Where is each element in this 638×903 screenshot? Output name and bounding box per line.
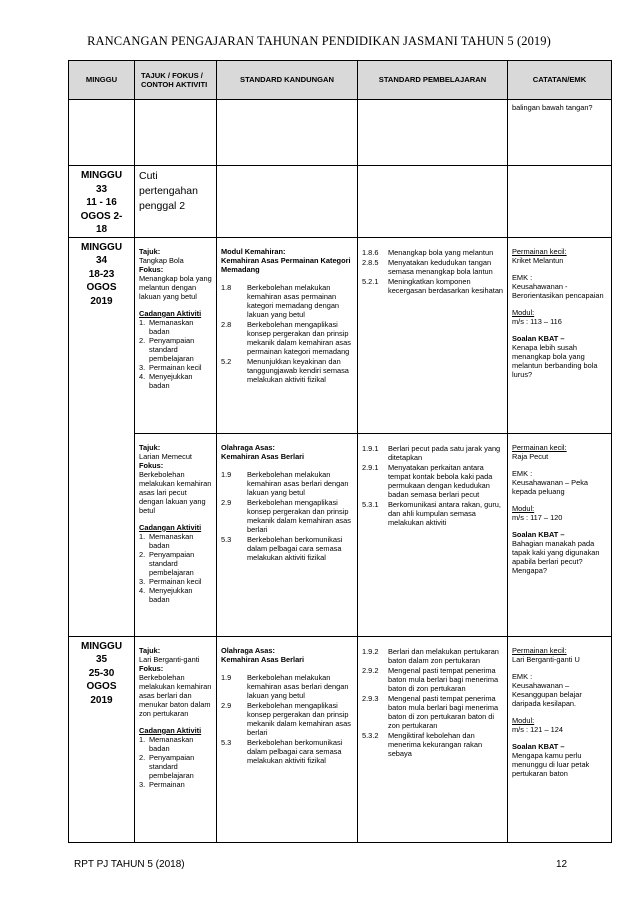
sk-title: Olahraga Asas: <box>221 442 275 452</box>
minggu-dates: 25-30 <box>88 667 115 679</box>
catatan-text: balingan bawah tangan? <box>512 103 593 112</box>
kbat-value: Kenapa lebih susah menangkap bola yang melantun berbanding bola lurus? <box>512 342 598 379</box>
permainan-label: Permainan kecil: <box>512 246 567 256</box>
tajuk-label: Tajuk: <box>139 645 161 655</box>
rpt-table <box>68 60 612 843</box>
cell-sk <box>217 636 358 842</box>
permainan-value: Raja Pecut <box>512 451 549 461</box>
sk-item: 2.9 Berkebolehan mengaplikasi konsep pergerakan dan prinsip mekanik dalam kemahiran asas berlari <box>221 497 351 534</box>
table-header-row <box>69 61 612 100</box>
cuti-line: Cuti <box>139 170 158 182</box>
list-item: 1. Memanaskan badan <box>139 531 194 550</box>
tajuk-value: Lari Berganti-ganti <box>139 654 200 664</box>
sk-item: 1.9 Berkebolehan melakukan kemahiran asas berlari dengan lakuan yang betul <box>221 672 349 700</box>
list-item: 3. Permainan <box>139 779 185 789</box>
cell-sp <box>358 100 508 166</box>
minggu-number: 35 <box>95 654 108 665</box>
minggu-month: OGOS 2- <box>80 210 123 222</box>
sk-subtitle: Kemahiran Asas Berlari <box>221 654 305 664</box>
sp-item: 1.9.1 Berlari pecut pada satu jarak yang ditetapkan <box>362 443 501 462</box>
modul-value: m/s : 113 – 116 <box>512 316 562 326</box>
fokus-value: Berkebolehan melakukan kemahiran asas lari pecut dengan lakuan yang betul <box>139 469 212 515</box>
cell-sp <box>358 433 508 636</box>
emk-label: EMK : <box>512 671 533 681</box>
emk-label: EMK : <box>512 272 533 282</box>
fokus-label: Fokus: <box>139 460 164 470</box>
minggu-year: 18 <box>95 224 108 235</box>
kbat-label: Soalan KBAT – <box>512 333 565 343</box>
tajuk-label: Tajuk: <box>139 442 161 452</box>
list-item: 2. Penyampaian standard pembelajaran <box>139 752 195 780</box>
header-tajuk: TAJUK / FOKUS / CONTOH AKTIVITI <box>135 61 217 100</box>
list-item: 1. Memanaskan badan <box>139 734 194 753</box>
emk-value: Keusahawanan - Berorientasikan pencapaian <box>512 281 604 300</box>
fokus-value: Berkebolehan melakukan kemahiran asas berlari dan menukar baton dalam zon pertukaran <box>139 672 212 718</box>
minggu-number: 34 <box>95 255 108 266</box>
cell-catatan <box>508 166 612 238</box>
cell-catatan <box>508 636 612 842</box>
table-row <box>69 100 612 166</box>
table-row-w34-tangkap-bola <box>69 237 612 433</box>
header-standard-kandungan: STANDARD KANDUNGAN <box>217 61 358 100</box>
modul-label: Modul: <box>512 307 535 317</box>
sk-title: Modul Kemahiran: <box>221 246 286 256</box>
minggu-label: MINGGU <box>80 170 123 181</box>
emk-label: EMK : <box>512 468 533 478</box>
sp-item: 2.8.5 Menyatakan kedudukan tangan semasa menangkap bola lantun <box>362 257 493 276</box>
tajuk-label: Tajuk: <box>139 246 161 256</box>
tajuk-value: Tangkap Bola <box>139 255 184 265</box>
cell-sk <box>217 237 358 433</box>
permainan-value: Lari Berganti-ganti U <box>512 654 580 664</box>
aktiviti-label: Cadangan Aktiviti <box>139 725 202 735</box>
emk-value: Keusahawanan – Peka kepada peluang <box>512 477 589 496</box>
sk-item: 5.3 Berkebolehan berkomunikasi dalam pelbagai cara semasa melakukan aktiviti fizikal <box>221 534 343 562</box>
cell-catatan <box>508 100 612 166</box>
sp-item: 5.3.1 Berkomunikasi antara rakan, guru, dan ahli kumpulan semasa melakukan aktiviti <box>362 499 501 527</box>
list-item: 2. Penyampaian standard pembelajaran <box>139 335 195 363</box>
sk-subtitle: Kemahiran Asas Permainan Kategori Memadang <box>221 255 351 274</box>
minggu-month: OGOS <box>86 282 117 293</box>
sp-item: 5.2.1 Meningkatkan komponen kecergasan berdasarkan kesihatan <box>362 276 504 295</box>
cell-sk <box>217 433 358 636</box>
minggu-year: 2019 <box>90 295 113 307</box>
cell-sp <box>358 237 508 433</box>
kbat-label: Soalan KBAT – <box>512 529 565 539</box>
fokus-label: Fokus: <box>139 663 164 673</box>
cell-sp <box>358 166 508 238</box>
cell-tajuk <box>135 636 217 842</box>
fokus-value: Menangkap bola yang melantun dengan lakuan yang betul <box>139 273 212 301</box>
aktiviti-label: Cadangan Aktiviti <box>139 522 202 532</box>
cell-minggu <box>69 100 135 166</box>
header-catatan-emk: CATATAN/EMK <box>508 61 612 100</box>
aktiviti-label: Cadangan Aktiviti <box>139 308 202 318</box>
sk-item: 1.8 Berkebolehan melakukan kemahiran asas permainan kategori memadang dengan lakuan yang betul <box>221 282 340 319</box>
minggu-dates: 18-23 <box>88 268 115 280</box>
cell-sk <box>217 100 358 166</box>
sk-item: 5.2 Menunjukkan keyakinan dan tanggungjawab kendiri semasa melakukan aktiviti fizikal <box>221 356 349 384</box>
modul-value: m/s : 121 – 124 <box>512 724 563 734</box>
permainan-label: Permainan kecil: <box>512 645 567 655</box>
table-row-cuti <box>69 166 612 238</box>
minggu-number: 33 <box>95 183 108 195</box>
cell-tajuk <box>135 100 217 166</box>
cell-minggu <box>69 237 135 636</box>
cell-minggu <box>69 636 135 842</box>
sp-item: 2.9.2 Mengenal pasti tempat penerima baton mula berlari bagi menerima baton di zon pertukaran <box>362 665 499 693</box>
list-item: 4. Menyejukkan badan <box>139 371 193 390</box>
minggu-dates: 11 - 16 <box>86 197 117 208</box>
minggu-year: 2019 <box>90 694 113 706</box>
kbat-value: Mengapa kamu perlu menunggu di luar petak pertukaran baton <box>512 750 590 778</box>
cuti-line: pertengahan <box>139 185 198 198</box>
sp-item: 2.9.1 Menyatakan perkaitan antara tempat kontak bebola kaki pada permukaan dengan kedudukan badan semasa berlari pecut <box>362 462 493 499</box>
cell-catatan <box>508 433 612 636</box>
list-item: 4. Menyejukkan badan <box>139 585 193 604</box>
sk-item: 1.9 Berkebolehan melakukan kemahiran asas berlari dengan lakuan yang betul <box>221 469 349 497</box>
cell-tajuk <box>135 166 217 238</box>
sp-item: 2.9.3 Mengenal pasti tempat penerima baton mula berlari bagi menerima baton di zon pertukaran baton di zon pertukaran <box>362 693 499 730</box>
emk-value: Keusahawanan – Kesanggupan belajar daripada kesilapan. <box>512 680 582 708</box>
minggu-label: MINGGU <box>80 640 123 652</box>
header-standard-pembelajaran: STANDARD PEMBELAJARAN <box>358 61 508 100</box>
list-item: 2. Penyampaian standard pembelajaran <box>139 549 195 577</box>
kbat-label: Soalan KBAT – <box>512 741 565 751</box>
minggu-month: OGOS <box>86 681 117 692</box>
cell-tajuk <box>135 433 217 636</box>
table-row-w34-larian-memecut <box>69 433 612 636</box>
sk-title: Olahraga Asas: <box>221 645 275 655</box>
fokus-label: Fokus: <box>139 264 164 274</box>
tajuk-value: Larian Memecut <box>139 451 192 461</box>
cell-sk <box>217 166 358 238</box>
page-number: 12 <box>556 859 568 870</box>
permainan-label: Permainan kecil: <box>512 442 567 452</box>
permainan-value: Kriket Melantun <box>512 255 564 265</box>
cell-catatan <box>508 237 612 433</box>
list-item: 3. Permainan kecil <box>139 576 202 586</box>
cell-tajuk <box>135 237 217 433</box>
sk-item: 2.9 Berkebolehan mengaplikasi konsep pergerakan dan prinsip mekanik dalam kemahiran asas berlari <box>221 700 351 737</box>
sk-item: 5.3 Berkebolehan berkomunikasi dalam pelbagai cara semasa melakukan aktiviti fizikal <box>221 737 343 765</box>
sp-item: 1.8.6 Menangkap bola yang melantun <box>362 247 494 257</box>
modul-value: m/s : 117 – 120 <box>512 512 563 522</box>
document-title: RANCANGAN PENGAJARAN TAHUNAN PENDIDIKAN JASMANI TAHUN 5 (2019) <box>87 34 551 48</box>
cell-minggu <box>69 166 135 238</box>
modul-label: Modul: <box>512 715 535 725</box>
cuti-line: penggal 2 <box>139 200 186 213</box>
sp-item: 1.9.2 Berlari dan melakukan pertukaran baton dalam zon pertukaran <box>362 646 499 665</box>
list-item: 3. Permainan kecil <box>139 362 202 372</box>
table-row-w35-lari-berganti-ganti <box>69 636 612 842</box>
list-item: 1. Memanaskan badan <box>139 317 194 336</box>
kbat-value: Bahagian manakah pada tapak kaki yang digunakan apabila berlari pecut? Mengapa? <box>512 538 600 575</box>
sk-item: 2.8 Berkebolehan mengaplikasi konsep pergerakan dan prinsip mekanik dalam kemahiran asas permainan kategori memadang <box>221 319 351 356</box>
cell-sp <box>358 636 508 842</box>
sk-subtitle: Kemahiran Asas Berlari <box>221 451 305 461</box>
modul-label: Modul: <box>512 503 535 513</box>
sp-item: 5.3.2 Mengiktiraf kebolehan dan menerima kekurangan rakan sebaya <box>362 730 483 758</box>
footer-left: RPT PJ TAHUN 5 (2018) <box>74 859 185 870</box>
minggu-label: MINGGU <box>80 241 123 253</box>
header-minggu: MINGGU <box>69 61 135 100</box>
